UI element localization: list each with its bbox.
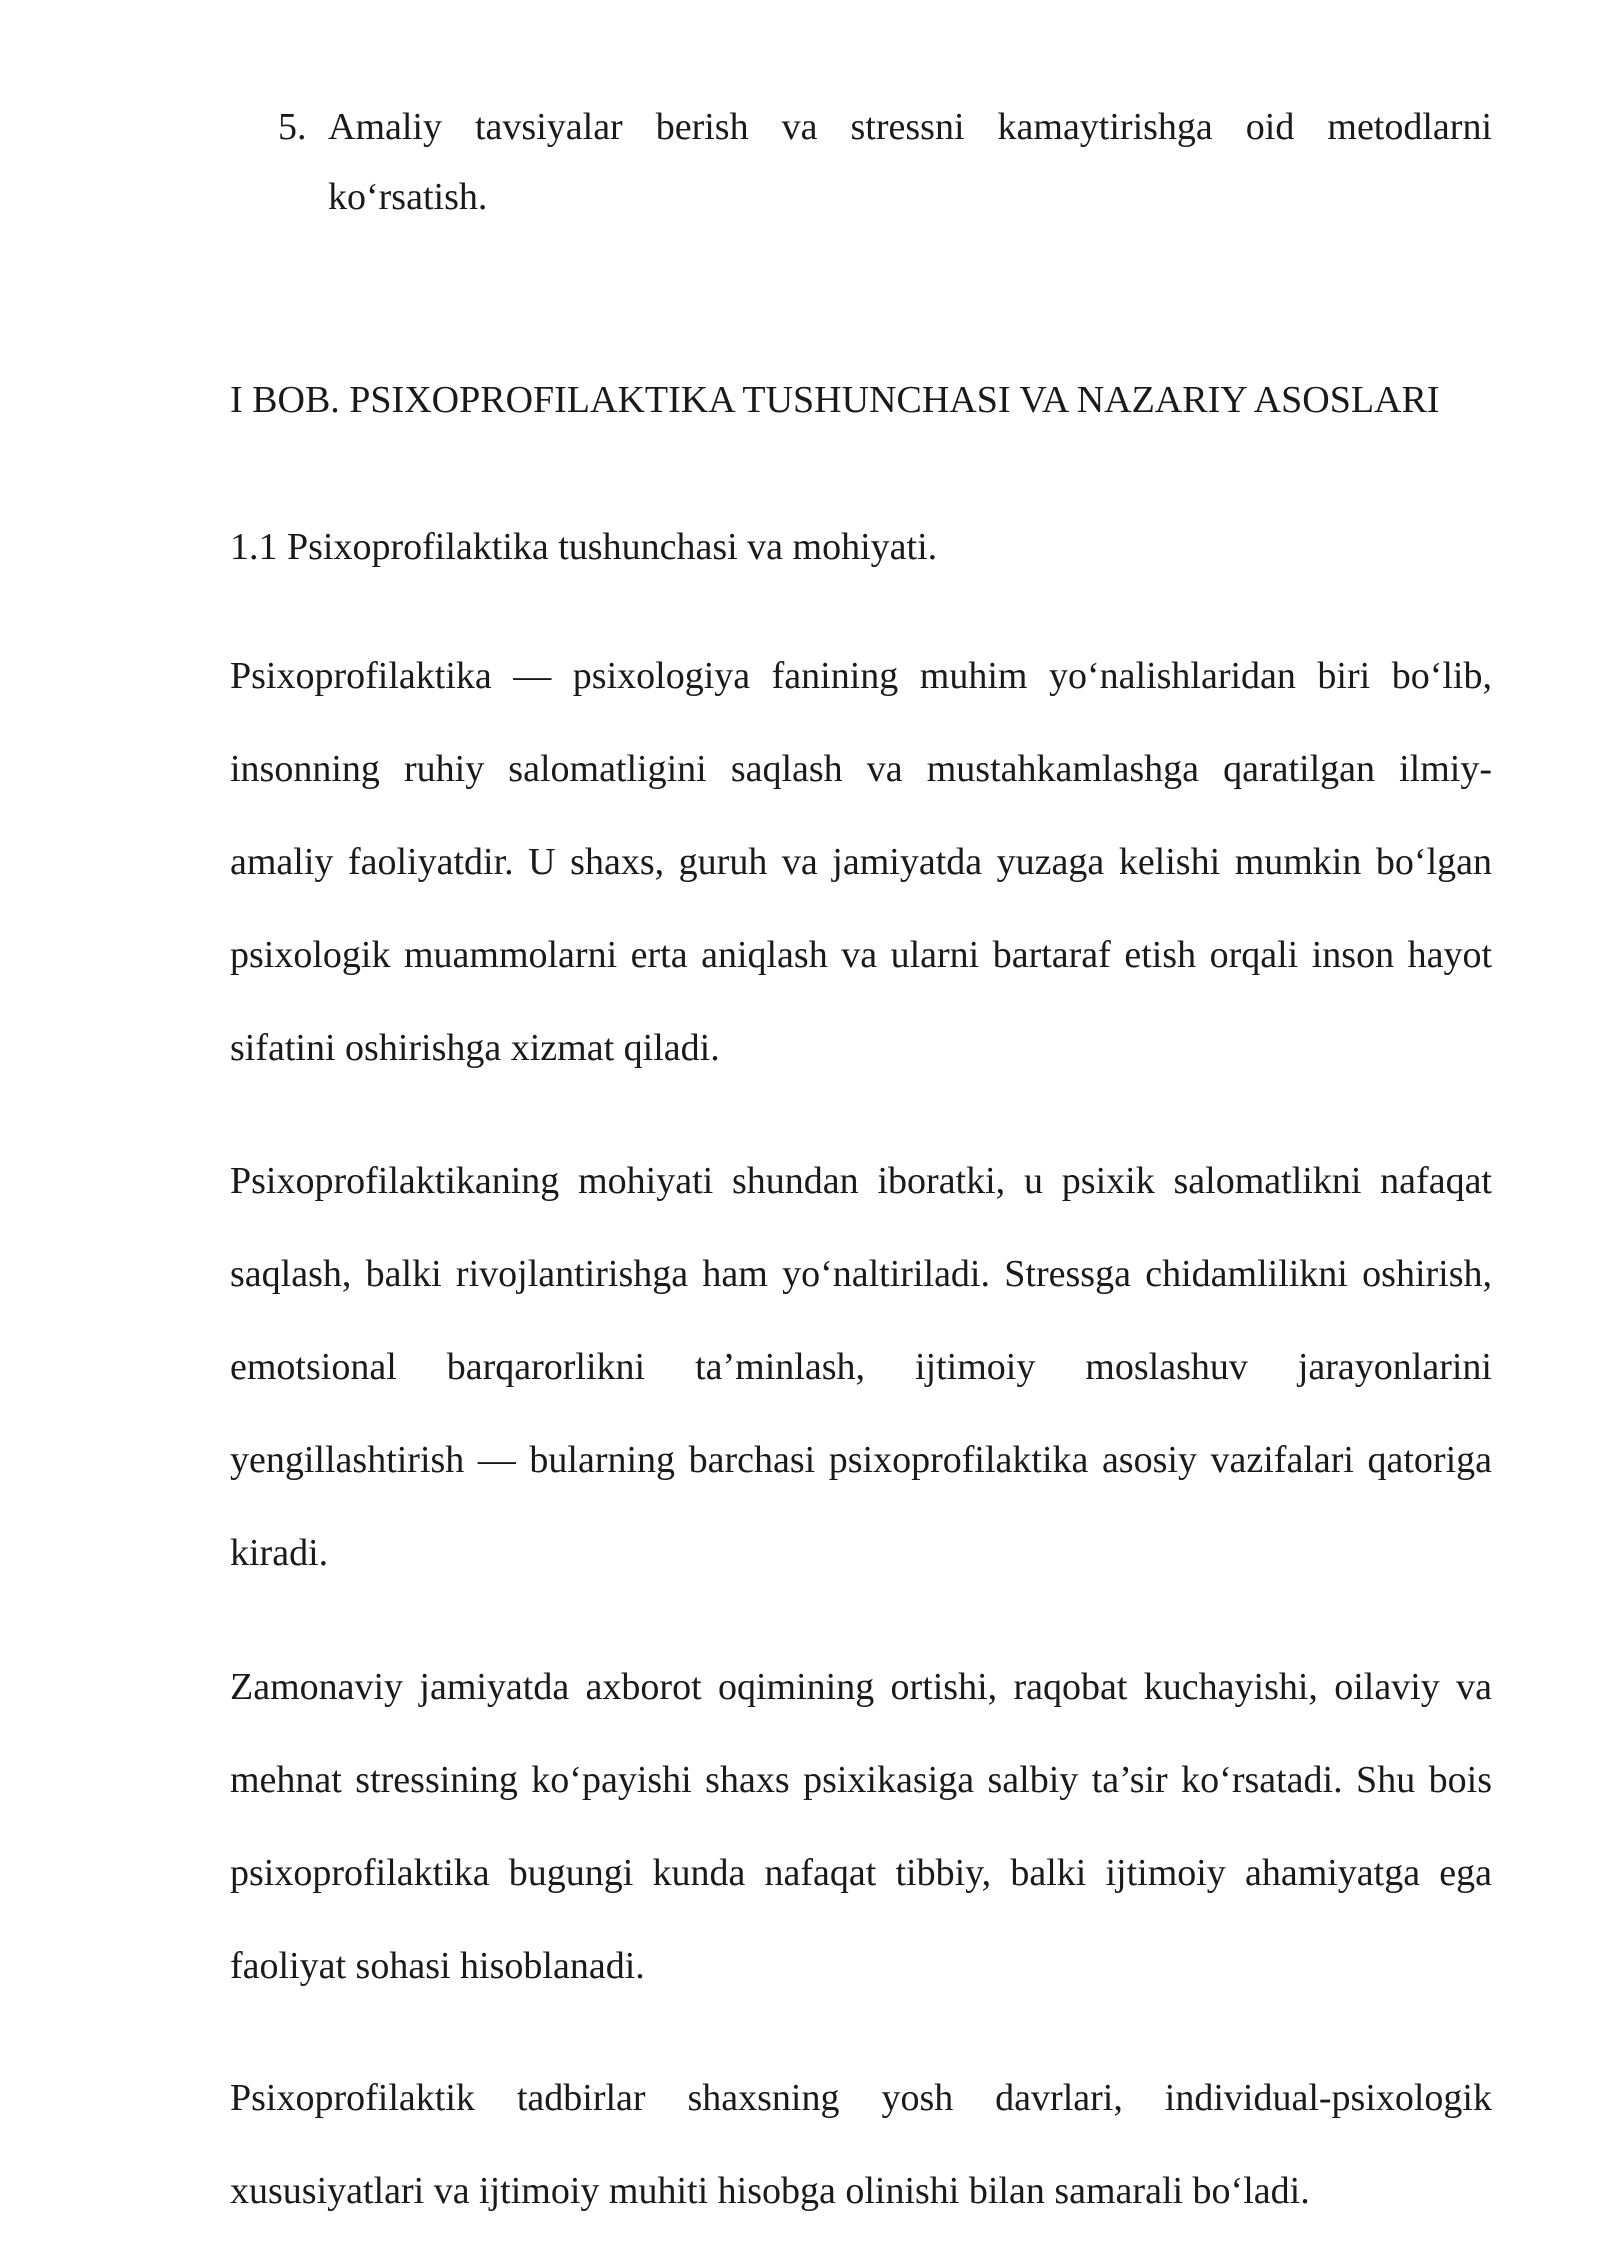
list-item-number: 5. [278,106,307,148]
paragraph-2: Psixoprofilaktikaning mohiyati shundan iboratki, u psixik salomatlikni nafaqat saqlash, balki rivojlantirishga ham yo‘naltiriladi. Stressga chidamlilikni oshirish, emotsional barqarorlikni ta’minlash, ijtimoiy moslashuv jarayonlarini yengillashtirish — bularning barchasi psixoprofilaktika asosiy vazifalari qatoriga kiradi. [230,1160,1492,1574]
paragraph-4: Psixoprofilaktik tadbirlar shaxsning yosh davrlari, individual-psixologik xususiyatlari va ijtimoiy muhiti hisobga olinishi bilan samarali bo‘ladi. [230,2077,1492,2212]
chapter-heading: I BOB. PSIXOPROFILAKTIKA TUSHUNCHASI VA NAZARIY ASOSLARI [230,379,1440,421]
list-item-text: Amaliy tavsiyalar berish va stressni kamaytirishga oid metodlarni ko‘rsatish. [328,106,1492,218]
list-item-5 [278,92,1492,232]
paragraph-3: Zamonaviy jamiyatda axborot oqimining ortishi, raqobat kuchayishi, oilaviy va mehnat stressining ko‘payishi shaxs psixikasiga salbiy ta’sir ko‘rsatadi. Shu bois psixoprofilaktika bugungi kunda nafaqat tibbiy, balki ijtimoiy ahamiyatga ega faoliyat sohasi hisoblanadi. [230,1666,1492,1987]
section-heading: 1.1 Psixoprofilaktika tushunchasi va mohiyati. [230,526,938,568]
paragraph-1: Psixoprofilaktika — psixologiya fanining muhim yo‘nalishlaridan biri bo‘lib, insonning ruhiy salomatligini saqlash va mustahkamlashga qaratilgan ilmiy-amaliy faoliyatdir. U shaxs, guruh va jamiyatda yuzaga kelishi mumkin bo‘lgan psixologik muammolarni erta aniqlash va ularni bartaraf etish orqali inson hayot sifatini oshirishga xizmat qiladi. [230,655,1492,1069]
